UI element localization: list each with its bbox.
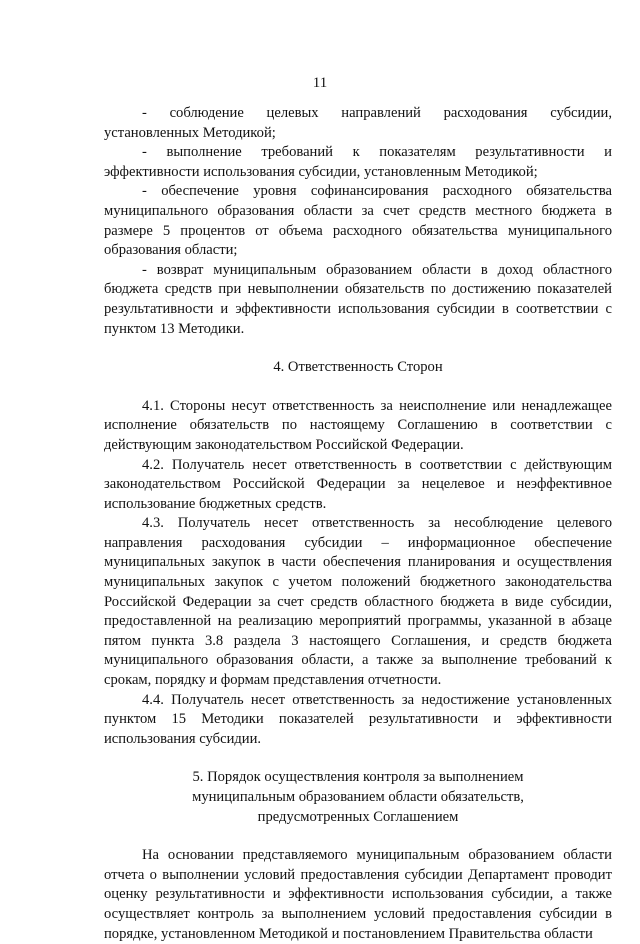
section-4-paragraph: 4.1. Стороны несут ответственность за неисполнение или ненадлежащее исполнение обязательств по настоящему Соглашению в соответствии с действующим законодательством Российской Федерации.	[104, 397, 612, 453]
section-4-paragraph: 4.2. Получатель несет ответственность в соответствии с действующим законодательством Российской Федерации за нецелевое и неэффективное использование бюджетных средств.	[104, 456, 612, 512]
page-number: 11	[312, 75, 328, 91]
section-5-title-line: 5. Порядок осуществления контроля за выполнением	[192, 769, 524, 786]
intro-item: - обеспечение уровня софинансирования расходного обязательства муниципального образования области за счет средств местного бюджета в размере 5 процентов от объема расходного обязательства муниципального образования области;	[104, 183, 612, 259]
intro-item: - соблюдение целевых направлений расходования субсидии, установленных Методикой;	[104, 105, 612, 141]
intro-item: - выполнение требований к показателям результативности и эффективности использования субсидии, установленным Методикой;	[104, 144, 612, 180]
section-4-title: 4. Ответственность Сторон	[273, 359, 443, 376]
section-5-title-line: муниципальным образованием области обязательств,	[192, 789, 524, 805]
section-4-paragraph: 4.3. Получатель несет ответственность за несоблюдение целевого направления расходования субсидии – информационное обеспечение муниципальных закупок в части обеспечения планирования и осуществления муниципальных закупок с учетом положений бюджетного законодательства Российской Федерации за счет средств областного бюджета в виде субсидии, предоставленной на реализацию мероприятий программы, указанной в абзаце пятом пункта 3.8 раздела 3 настоящего Соглашения, и средств бюджета муниципального образования области, а также за выполнение требований к срокам, порядку и формам представления отчетности.	[104, 515, 612, 689]
section-4-paragraph: 4.4. Получатель несет ответственность за недостижение установленных пунктом 15 Методики показателей результативности и эффективности использования субсидии.	[104, 691, 612, 747]
document-body	[104, 104, 612, 944]
section-5-paragraph: На основании представляемого муниципальным образованием области отчета о выполнении условий предоставления субсидии Департамент проводит оценку результативности и эффективности использования субсидии, а также осуществляет контроль за выполнением условий предоставления субсидии в порядке, установленном Методикой и постановлением Правительства области	[104, 847, 612, 942]
section-5-title-line: предусмотренных Соглашением	[257, 808, 459, 825]
intro-item: - возврат муниципальным образованием области в доход областного бюджета средств при невыполнении обязательств по достижению показателей результативности и эффективности использования субсидии в соответствии с пунктом 13 Методики.	[104, 261, 612, 337]
